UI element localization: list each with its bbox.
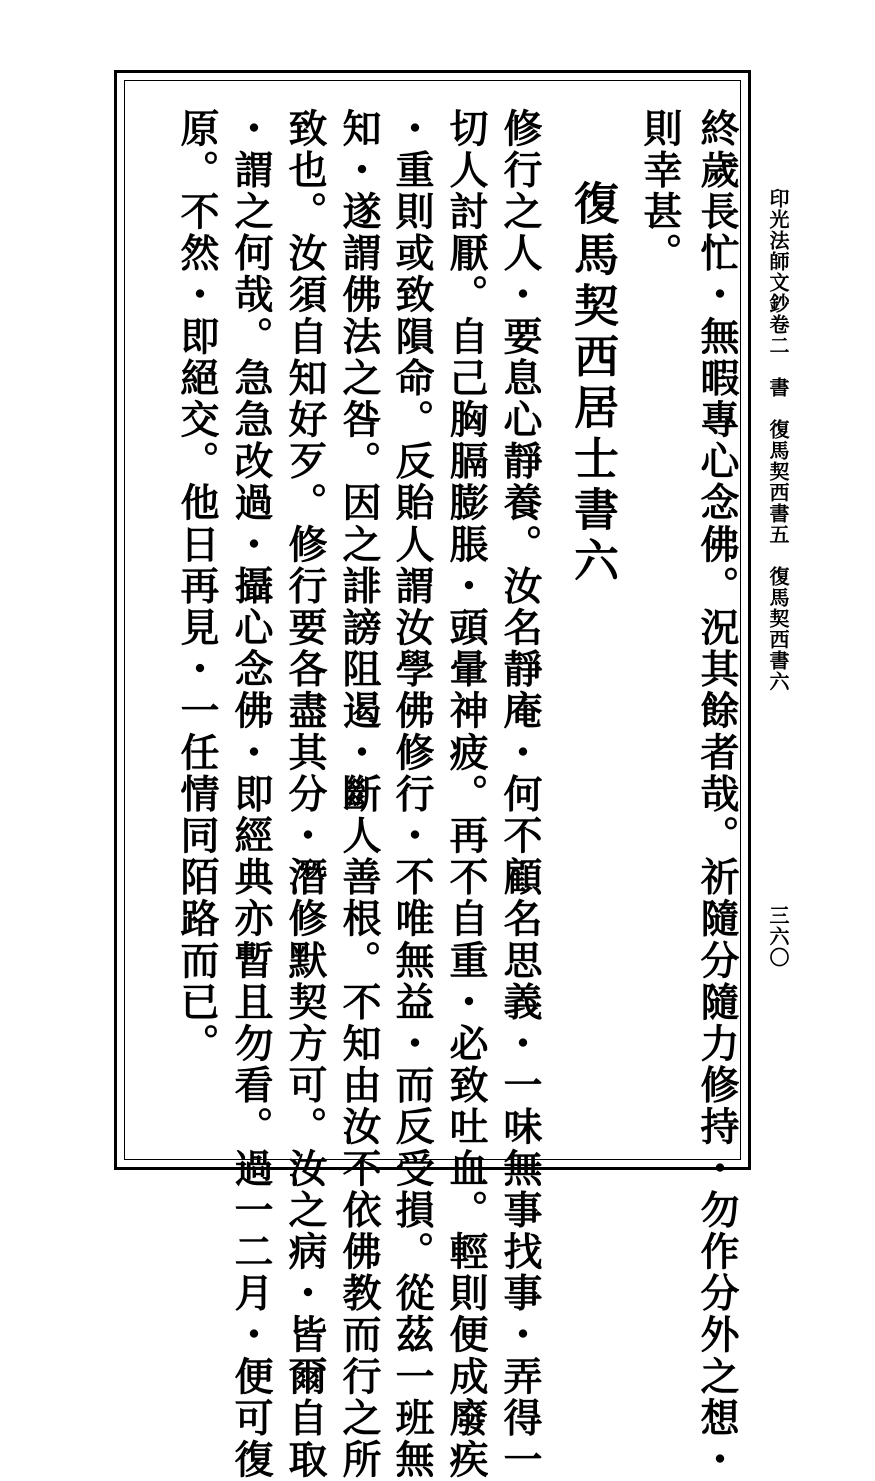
text-column: ・謂之何哉。急急改過・攝心念佛・即經典亦暫且勿看。過一二月・便可復	[228, 108, 274, 1481]
prev-letter-line-1: 終歲長忙・無暇專心念佛。況其餘者哉。祈隨分隨力修持・勿作分外之想・	[694, 108, 740, 1481]
running-header: 印光法師文鈔卷二 書 復馬契西書五 復馬契西書六	[766, 188, 790, 692]
text-column: 致也。汝須自知好歹。修行要各盡其分・潛修默契方可。汝之病・皆爾自取	[282, 108, 328, 1481]
text-column: 切人討厭。自己胸膈膨脹・頭暈神疲。再不自重・必致吐血。輕則便成廢疾	[443, 108, 489, 1481]
text-column: 修行之人・要息心靜養。汝名靜庵・何不顧名思義・一味無事找事・弄得一	[497, 108, 543, 1481]
page-number: 三六〇	[766, 905, 790, 968]
text-column: 知・遂謂佛法之咎。因之誹謗阻遏・斷人善根。不知由汝不依佛教而行之所	[336, 108, 382, 1481]
text-column: 原。不然・即絕交。他日再見・一任情同陌路而已。	[174, 108, 220, 1065]
prev-letter-line-2: 則幸甚。	[637, 108, 683, 275]
letter-title: 復馬契西居士書六	[566, 180, 619, 588]
text-column: ・重則或致隕命。反貽人謂汝學佛修行・不唯無益・而反受損。從茲一班無	[389, 108, 435, 1481]
